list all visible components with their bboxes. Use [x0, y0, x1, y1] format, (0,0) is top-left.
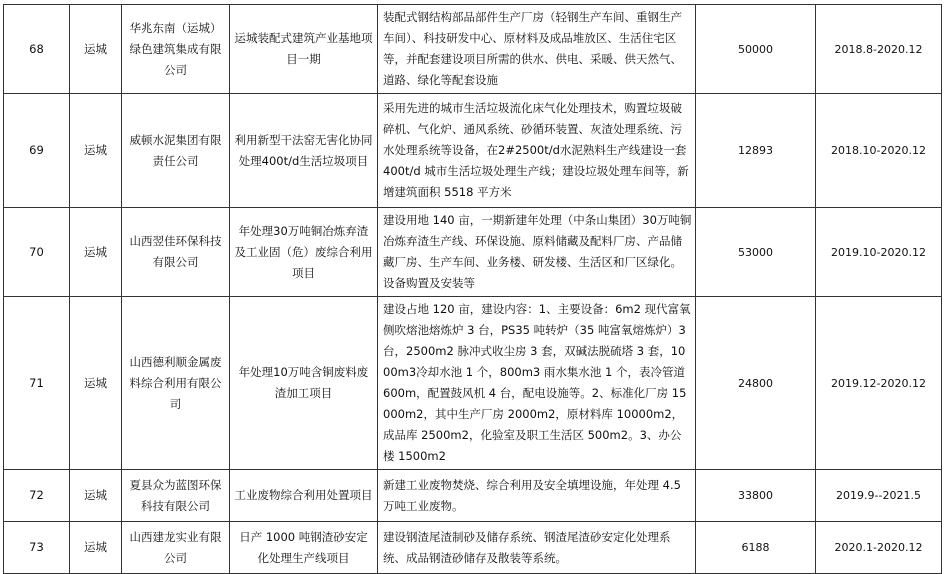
project-cell: 日产 1000 吨钢渣砂安定化处理生产线项目 [230, 522, 378, 574]
investment-cell: 50000 [696, 5, 816, 94]
period-cell: 2018.8-2020.12 [816, 5, 942, 94]
row-number: 72 [4, 470, 70, 522]
company-cell: 山西德利顺金属废料综合利用有限公司 [122, 297, 230, 470]
project-table-container [3, 4, 942, 574]
investment-cell: 33800 [696, 470, 816, 522]
company-cell: 山西建龙实业有限公司 [122, 522, 230, 574]
project-cell: 运城装配式建筑产业基地项目一期 [230, 5, 378, 94]
period-cell: 2020.1-2020.12 [816, 522, 942, 574]
project-cell: 利用新型干法窑无害化协同处理400t/d生活垃圾项目 [230, 94, 378, 208]
table-row [4, 5, 942, 94]
table-row [4, 522, 942, 574]
row-number: 71 [4, 297, 70, 470]
content-cell: 装配式钢结构部品部件生产厂房（轻钢生产车间、重钢生产车间）、科技研发中心、原材料及成品堆放区、生活住宅区等，并配套建设项目所需的供水、供电、采暖、供天然气、道路、绿化等配套设施 [378, 5, 696, 94]
project-cell: 年处理30万吨铜冶炼弃渣及工业固（危）废综合利用项目 [230, 208, 378, 297]
investment-cell: 6188 [696, 522, 816, 574]
row-number: 68 [4, 5, 70, 94]
content-cell: 采用先进的城市生活垃圾流化床气化处理技术，购置垃圾破碎机、气化炉、通风系统、砂循环装置、灰渣处理系统、污水处理系统等设备，在2#2500t/d水泥熟料生产线建设一套 400t/d 城市生活垃圾处理生产线；建设垃圾处理车间等，新增建筑面积 5518 平方米 [378, 94, 696, 208]
table-row [4, 470, 942, 522]
city-cell: 运城 [70, 94, 122, 208]
city-cell: 运城 [70, 297, 122, 470]
project-table [3, 4, 942, 574]
company-cell: 华兆东南（运城）绿色建筑集成有限公司 [122, 5, 230, 94]
city-cell: 运城 [70, 208, 122, 297]
table-row [4, 208, 942, 297]
row-number: 70 [4, 208, 70, 297]
investment-cell: 53000 [696, 208, 816, 297]
project-cell: 年处理10万吨含铜废料废渣加工项目 [230, 297, 378, 470]
company-cell: 夏县众为蓝图环保科技有限公司 [122, 470, 230, 522]
content-cell: 新建工业废物焚烧、综合利用及安全填埋设施，年处理 4.5 万吨工业废物。 [378, 470, 696, 522]
company-cell: 山西翌佳环保科技有限公司 [122, 208, 230, 297]
row-number: 73 [4, 522, 70, 574]
content-cell: 建设钢渣尾渣制砂及储存系统、钢渣尾渣砂安定化处理系统、成品钢渣砂储存及散装等系统。 [378, 522, 696, 574]
table-row [4, 94, 942, 208]
period-cell: 2019.12-2020.12 [816, 297, 942, 470]
company-cell: 威顿水泥集团有限责任公司 [122, 94, 230, 208]
table-row [4, 297, 942, 470]
period-cell: 2019.9--2021.5 [816, 470, 942, 522]
investment-cell: 12893 [696, 94, 816, 208]
period-cell: 2018.10-2020.12 [816, 94, 942, 208]
city-cell: 运城 [70, 522, 122, 574]
content-cell: 建设用地 140 亩，一期新建年处理（中条山集团）30万吨铜冶炼弃渣生产线、环保设施、原料储藏及配料厂房、产品储藏厂房、生产车间、业务楼、研发楼、生活区和厂区绿化。设备购置及安装等 [378, 208, 696, 297]
project-cell: 工业废物综合利用处置项目 [230, 470, 378, 522]
row-number: 69 [4, 94, 70, 208]
period-cell: 2019.10-2020.12 [816, 208, 942, 297]
investment-cell: 24800 [696, 297, 816, 470]
city-cell: 运城 [70, 5, 122, 94]
content-cell: 建设占地 120 亩，建设内容：1、主要设备：6m2 现代富氧侧吹熔池熔炼炉 3 台，PS35 吨转炉（35 吨富氧熔炼炉）3台，2500m2 脉冲式收尘房 3 套，双碱法脱硫塔 3 套，1000m3冷却水池 1 个，800m3 雨水集水池 1 个，表冷管道 600m，配置鼓风机 4 台，配电设施等。2、标准化厂房 15000m2，其中生产厂房 2000m2，原材料库 10000m2，成品库 2500m2，化验室及职工生活区 500m2。3、办公楼 1500m2 [378, 297, 696, 470]
city-cell: 运城 [70, 470, 122, 522]
